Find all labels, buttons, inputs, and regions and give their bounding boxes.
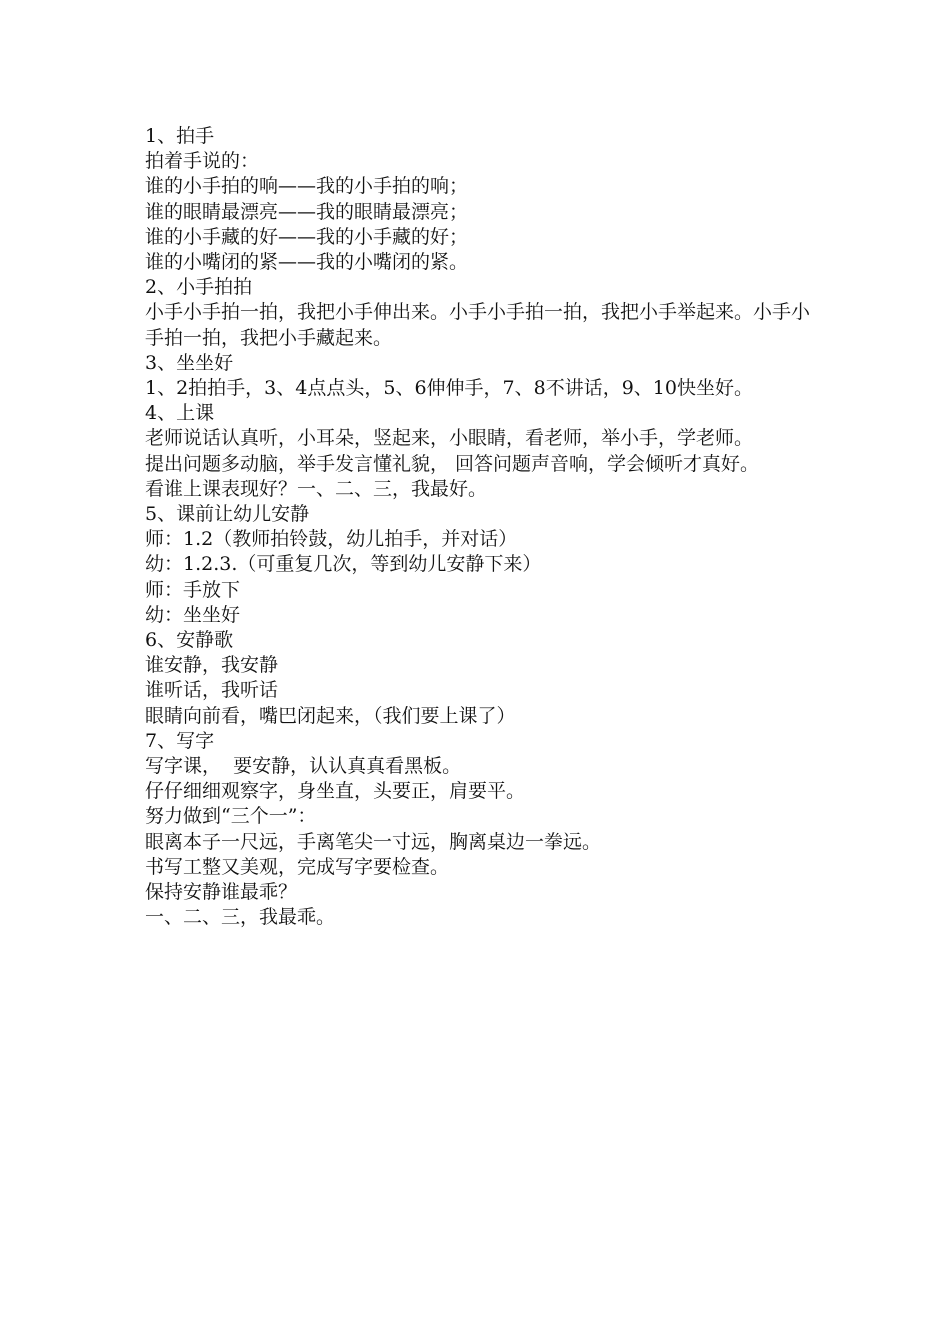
section-quiet-before-class [145,502,825,628]
text-paragraph: 提出问题多动脑，举手发言懂礼貌， 回答问题声音响，学会倾听才真好。 [145,452,760,475]
text-line: 谁的小手藏的好——我的小手藏的好； [145,225,469,248]
section-heading: 6、安静歌 [145,629,234,652]
text-line: 拍着手说的： [145,150,260,173]
section-heading: 5、课前让幼儿安静 [145,503,310,526]
text-line: 写字课， 要安静，认认真真看黑板。 [145,755,462,778]
text-paragraph: 小手小手拍一拍，我把小手伸出来。小手小手拍一拍，我把小手举起来。小手小手拍一拍，我把小手藏起来。 [145,301,811,349]
section-heading: 4、上课 [145,402,215,425]
section-heading: 1、拍手 [145,125,215,147]
section-clapping [145,124,825,275]
section-writing [145,729,825,931]
text-line: 谁的小手拍的响——我的小手拍的响； [145,175,469,198]
text-line: 师：1.2（教师拍铃鼓，幼儿拍手，并对话） [145,528,518,551]
text-line: 师：手放下 [145,578,241,601]
section-class-start [145,401,825,502]
text-line: 谁听话，我听话 [145,679,279,702]
section-heading: 7、写字 [145,729,215,752]
section-quiet-song [145,628,825,729]
text-line: 谁的小嘴闭的紧——我的小嘴闭的紧。 [145,251,469,274]
text-line: 努力做到“三个一”： [145,805,317,828]
section-sit-well [145,351,825,401]
text-line: 1、2拍拍手，3、4点点头，5、6伸伸手，7、8不讲话，9、10快坐好。 [145,377,753,400]
text-line: 保持安静谁最乖？ [145,881,298,904]
text-line: 一、二、三，我最乖。 [145,906,336,929]
text-line: 谁安静，我安静 [145,654,279,677]
text-line: 谁的眼睛最漂亮——我的眼睛最漂亮； [145,200,469,223]
text-line: 幼：坐坐好 [145,603,241,626]
text-line: 眼睛向前看，嘴巴闭起来，（我们要上课了） [145,704,516,727]
section-heading: 3、坐坐好 [145,351,234,374]
text-line: 幼：1.2.3.（可重复几次，等到幼儿安静下来） [145,553,542,576]
section-heading: 2、小手拍拍 [145,276,253,299]
text-line: 仔仔细细观察字，身坐直，头要正，肩要平。 [145,780,526,803]
section-small-hands [145,275,825,351]
text-line: 书写工整又美观，完成写字要检查。 [145,855,450,878]
text-line: 老师说话认真听，小耳朵，竖起来，小眼睛，看老师，举小手，学老师。 [145,427,754,450]
document-page [145,124,825,931]
text-line: 看谁上课表现好？一、二、三，我最好。 [145,477,488,500]
text-line: 眼离本子一尺远，手离笔尖一寸远，胸离桌边一拳远。 [145,830,602,853]
